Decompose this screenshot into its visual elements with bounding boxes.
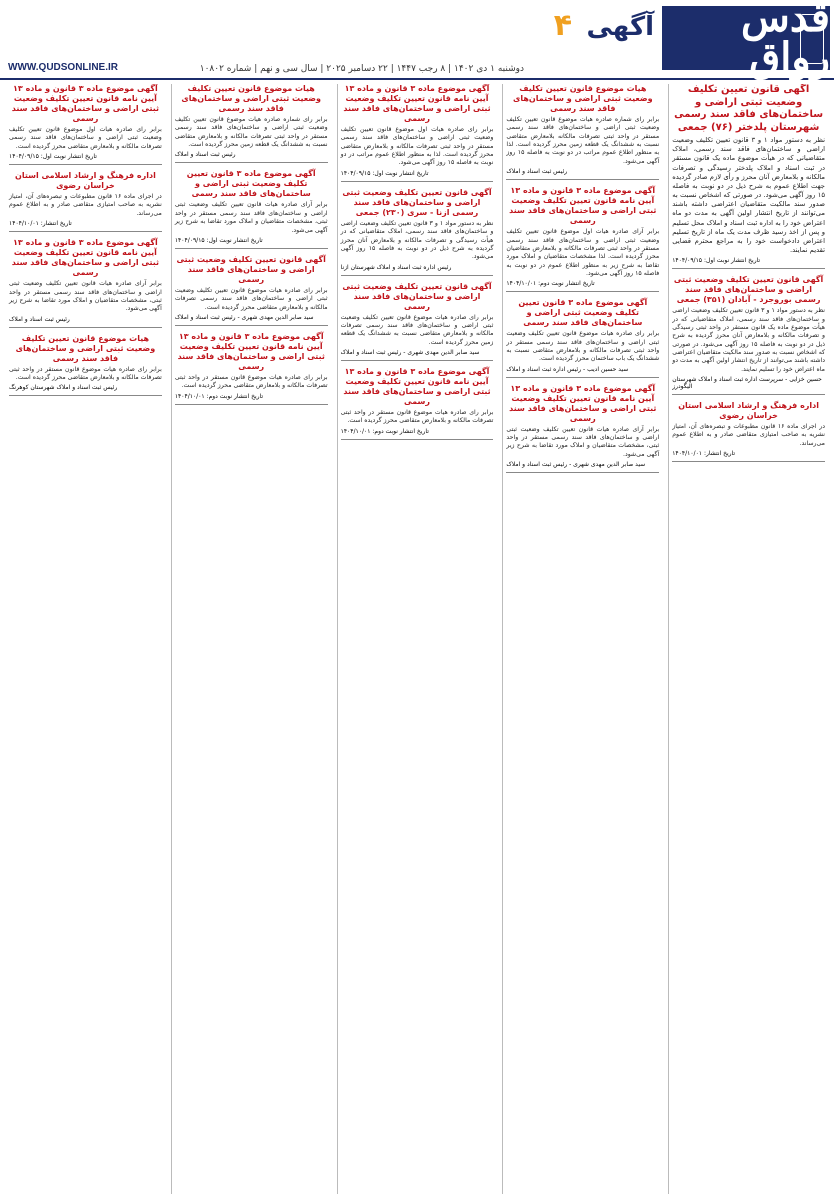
legal-notice [341, 188, 494, 276]
page-number: ۴ [553, 8, 572, 43]
notice-title: آگهی موضوع ماده ۳ قانون و ماده ۱۳ آیین نامه قانون تعیین تکلیف وضعیت ثبتی اراضی و ساختمان‌های فاقد سند رسمی [509, 186, 657, 226]
notice-signature: رئیس ثبت اسناد و املاک [506, 168, 568, 176]
notice-signature: تاریخ انتشار نوبت دوم: ۱۴۰۴/۱۰/۰۱ [174, 392, 264, 400]
notice-divider [506, 291, 659, 292]
notice-divider [175, 162, 328, 163]
notice-column [502, 84, 662, 1194]
notice-divider [341, 181, 494, 182]
notice-signature: تاریخ انتشار نوبت اول: ۱۴۰۴/۰۹/۱۵ [340, 169, 429, 177]
legal-notice [9, 334, 162, 397]
notice-divider [341, 360, 494, 361]
notice-divider [506, 179, 659, 180]
legal-notice [341, 282, 494, 361]
notice-title: آگهی قانون تعیین تکلیف وضعیت ثبتی اراضی و ساختمان‌های فاقد سند رسمی [342, 281, 492, 311]
notice-signature: سید صابر الدین مهدی شهری - رئیس ثبت اسناد و املاک [506, 461, 646, 469]
notice-signature: سید حسین ادیب - رئیس اداره ثبت اسناد و املاک [506, 365, 629, 373]
legal-notice [672, 275, 825, 395]
legal-notice [9, 84, 162, 165]
notice-column [171, 84, 331, 1194]
legal-notice [506, 298, 659, 377]
notice-body: برابر رای صادره هیات موضوع قانون مستقر در واحد ثبتی تصرفات مالکانه و بلامعارض متقاضی محرز گردیده است. [9, 365, 162, 381]
notice-divider [9, 327, 162, 328]
notice-divider [672, 461, 825, 462]
notice-body: برابر آرای صادره هیات قانون تعیین تکلیف وضعیت ثبتی اراضی و ساختمان‌های فاقد سند رسمی مستقر در واحد ثبتی، مشخصات متقاضیان و املاک مورد تقاضا به شرح زیر آگهی می‌شود. [9, 280, 162, 313]
logo-seal-icon [800, 14, 824, 64]
notice-body: نظر به دستور مواد ۱ و ۳ قانون تعیین تکلیف وضعیت اراضی و ساختمان‌های فاقد سند رسمی، املاک متقاضیانی که در هیأت رسیدگی و تصرفات مالکانه و بلامعارض آنان محرز گردیده به شرح ذیل در دو نوبت به فاصله ۱۵ روز آگهی می‌شود. [340, 219, 494, 261]
notice-title: اداره فرهنگ و ارشاد اسلامی استان خراسان رضوی [678, 401, 819, 421]
notice-column [668, 84, 828, 1194]
notice-divider [9, 164, 162, 165]
legal-notice [672, 84, 825, 269]
notice-signature: تاریخ انتشار: ۱۴۰۴/۱۰/۰۱ [9, 220, 72, 228]
notice-title: آگهی موضوع ماده ۳ قانون تعیین تکلیف وضعیت ثبتی اراضی و ساختمان‌های فاقد سند رسمی [518, 298, 648, 328]
notice-divider [506, 377, 659, 378]
notice-title: آگهی قانون تعیین تکلیف وضعیت ثبتی اراضی و ساختمان‌های فاقد سند رسمی [176, 254, 326, 284]
legal-notice [175, 332, 328, 405]
notice-column [337, 84, 497, 1194]
notice-title: آگهی موضوع ماده ۳ قانون و ماده ۱۳ آیین نامه قانون تعیین تکلیف وضعیت ثبتی اراضی و ساختمان‌های فاقد سند رسمی [11, 84, 160, 123]
notice-divider [9, 231, 162, 232]
notice-signature: رئیس ثبت اسناد و املاک شهرستان کوهرنگ [9, 384, 118, 392]
legal-notice [506, 384, 659, 473]
notice-title: هیات موضوع قانون تعیین تکلیف وضعیت ثبتی اراضی و ساختمان‌های فاقد سند رسمی [15, 333, 156, 363]
legal-notice [341, 367, 494, 440]
notice-body: برابر رای صادره هیات موضوع قانون تعیین تکلیف وضعیت ثبتی اراضی و ساختمان‌های فاقد سند رسمی تصرفات مالکانه و بلامعارض متقاضی نسبت به ششدانگ یک قطعه زمین محرز گردیده است. [340, 313, 494, 346]
notice-signature: تاریخ انتشار نوبت دوم: ۱۴۰۴/۱۰/۰۱ [340, 427, 429, 435]
legal-notice [506, 186, 659, 292]
masthead-logo [662, 0, 830, 81]
legal-notice [672, 401, 825, 462]
notice-body: برابر رای شماره صادره هیات موضوع قانون تعیین تکلیف وضعیت ثبتی اراضی و ساختمان‌های فاقد سند رسمی مستقر در واحد ثبتی تصرفات مالکانه و بلامعارض متقاضی نسبت به ششدانگ یک قطعه زمین محرز گردیده است. [174, 116, 328, 149]
legal-notice [9, 171, 162, 232]
notice-title: هیات موضوع قانون تعیین تکلیف وضعیت ثبتی اراضی و ساختمان‌های فاقد سند رسمی [181, 84, 321, 113]
notice-signature: تاریخ انتشار نوبت اول: ۱۴۰۴/۰۹/۱۵ [174, 236, 263, 244]
legal-notice [175, 169, 328, 248]
notice-divider [175, 404, 328, 405]
notice-signature: تاریخ انتشار: ۱۴۰۴/۱۰/۰۱ [672, 450, 736, 458]
notice-body: برابر آرای صادره هیات اول موضوع قانون تعیین تکلیف وضعیت ثبتی اراضی و ساختمان‌های فاقد سند رسمی مستقر در واحد ثبتی تصرفات مالکانه و بلامعارض متقاضیان محرز گردیده است. لذا مشخصات متقاضیان و املاک مورد تقاضا به شرح زیر به منظور اطلاع عموم در دو نوبت به فاصله ۱۵ روز آگهی می‌شود. [506, 228, 660, 277]
page-header [0, 0, 834, 80]
notice-divider [341, 275, 494, 276]
notice-body: نظر به دستور مواد ۱ و ۳ قانون تعیین تکلیف وضعیت اراضی و ساختمان‌های فاقد سند رسمی، املاک متقاضیانی که در هیأت موضوع ماده یک قانون مستقر در واحد ثبتی رسیدگی و تصرفات مالکانه و بلامعارض آنان محرز گردیده به شرح ذیل در دو نوبت به فاصله ۱۵ روز آگهی می‌شود. در صورتی که اشخاص نسبت به صدور سند مالکیت متقاضیان اعتراضی داشته باشند می‌توانند از تاریخ انتشار اولین آگهی به مدت دو ماه اعتراض خود را تسلیم نمایند. [672, 307, 826, 373]
legal-notice [9, 238, 162, 327]
notice-signature: رئیس ثبت اسناد و املاک [9, 315, 70, 323]
notice-divider [672, 268, 825, 269]
notice-title: آگهی موضوع ماده ۳ قانون تعیین تکلیف وضعیت ثبتی اراضی و ساختمان‌های فاقد سند رسمی [186, 169, 316, 199]
notice-title: آگهی موضوع ماده ۳ قانون و ماده ۱۳ آیین نامه قانون تعیین تکلیف وضعیت ثبتی اراضی و ساختمان‌های فاقد سند رسمی [343, 367, 491, 407]
notice-body: برابر رای صادره هیات موضوع قانون تعیین تکلیف وضعیت ثبتی اراضی و ساختمان‌های فاقد سند رسمی مستقر در واحد ثبتی تصرفات مالکانه و بلامعارض متقاضی نسبت به ششدانگ یک باب ساختمان محرز گردیده است. [506, 330, 660, 363]
notice-signature: سید صابر الدین مهدی شهری - رئیس ثبت اسناد و املاک [340, 349, 480, 357]
notice-body: برابر آرای صادره هیات قانون تعیین تکلیف وضعیت ثبتی اراضی و ساختمان‌های فاقد سند رسمی مستقر در واحد ثبتی، مشخصات متقاضیان و املاک مورد تقاضا به شرح زیر آگهی می‌شود. [506, 425, 660, 458]
notice-divider [175, 248, 328, 249]
notice-body: در اجرای ماده ۱۶ قانون مطبوعات و تبصره‌های آن، امتیاز نشریه به صاحب امتیازی متقاضی صادر و به اطلاع عموم می‌رساند. [9, 193, 162, 217]
notice-body: برابر رای صادره هیات موضوع قانون تعیین تکلیف وضعیت ثبتی اراضی و ساختمان‌های فاقد سند رسمی تصرفات مالکانه و بلامعارض متقاضی محرز گردیده است. [174, 286, 328, 311]
notice-signature: تاریخ انتشار نوبت اول: ۱۴۰۴/۰۹/۱۵ [672, 257, 761, 265]
issue-date-line: دوشنبه ۱ دی ۱۴۰۲ | ۸ رجب ۱۴۴۷ | ۲۲ دسامبر ۲۰۲۵ | سال سی و نهم | شماره ۱۰۸۰۲ [199, 64, 524, 74]
notices-columns [6, 84, 828, 1194]
notice-divider [9, 395, 162, 396]
notice-signature: رئیس ثبت اسناد و املاک [174, 151, 236, 159]
notice-column [6, 84, 165, 1194]
notice-body: برابر رای شماره صادره هیات موضوع قانون تعیین تکلیف وضعیت ثبتی اراضی و ساختمان‌های فاقد سند رسمی مستقر در واحد ثبتی تصرفات مالکانه بلامعارض متقاضی نسبت به ششدانگ یک قطعه زمین محرز گردیده است. لذا به منظور اطلاع عموم مراتب در دو نوبت به فاصله ۱۵ روز آگهی می‌شود. [506, 116, 660, 165]
legal-notice [175, 255, 328, 326]
website-link[interactable]: WWW.QUDSONLINE.IR [8, 62, 118, 73]
notice-title: اداره فرهنگ و ارشاد اسلامی استان خراسان رضوی [15, 171, 156, 191]
notice-title: آگهی موضوع ماده ۳ قانون و ماده ۱۳ آیین نامه قانون تعیین تکلیف وضعیت ثبتی اراضی و ساختمان‌های فاقد سند رسمی [343, 84, 491, 123]
notice-body: برابر رای صادره هیات موضوع قانون مستقر در واحد ثبتی تصرفات مالکانه و بلامعارض متقاضی محرز گردیده است. [174, 373, 328, 390]
notice-signature: سید صابر الدین مهدی شهری - رئیس ثبت اسناد و املاک [174, 313, 314, 321]
notice-title: آگهی موضوع ماده ۳ قانون و ماده ۱۳ آیین نامه قانون تعیین تکلیف وضعیت ثبتی اراضی و ساختمان‌های فاقد سند رسمی [11, 238, 160, 278]
notice-divider [672, 394, 825, 395]
notice-body: نظر به دستور مواد ۱ و ۳ قانون تعیین تکلیف وضعیت اراضی و ساختمان‌های فاقد سند رسمی، املاک متقاضیانی که در هیأت موضوع ماده یک قانون مستقر در ثبت اسناد و املاک پلدختر رسیدگی و تصرفات مالکانه و بلامعارض آنان محرز و رأی لازم صادر گردیده جهت اطلاع عموم به شرح ذیل در دو نوبت به فاصله ۱۵ روز آگهی می‌شود. در صورتی که اشخاص نسبت به صدور سند مالکیت متقاضیان اعتراضی داشته باشند می‌توانند از تاریخ انتشار اولین آگهی به مدت دو ماه اعتراض خود را به اداره ثبت اسناد و املاک محل تسلیم و پس از اخذ رسید ظرف مدت یک ماه از تاریخ تسلیم اعتراض دادخواست خود را به مراجع محترم قضایی تقدیم نمایند. [672, 136, 826, 255]
notice-body: در اجرای ماده ۱۶ قانون مطبوعات و تبصره‌های آن، امتیاز نشریه به صاحب امتیازی متقاضی صادر و به اطلاع عموم می‌رساند. [672, 423, 825, 447]
notice-body: برابر آرای صادره هیات قانون تعیین تکلیف وضعیت ثبتی اراضی و ساختمان‌های فاقد سند رسمی مستقر در واحد ثبتی، مشخصات متقاضیان و املاک مورد تقاضا به شرح زیر آگهی می‌شود. [174, 201, 328, 234]
notice-divider [506, 472, 659, 473]
legal-notice [175, 84, 328, 163]
notice-signature: رئیس اداره ثبت اسناد و املاک شهرستان ازنا [340, 263, 452, 271]
notice-signature: تاریخ انتشار نوبت دوم: ۱۴۰۴/۱۰/۰۱ [506, 280, 595, 288]
notice-divider [341, 439, 494, 440]
notice-body: برابر رای صادره هیات اول موضوع قانون تعیین تکلیف وضعیت ثبتی اراضی و ساختمان‌های فاقد سند رسمی مستقر در واحد ثبتی تصرفات مالکانه و بلامعارض متقاضی محرز گردیده است. لذا به منظور اطلاع عموم مراتب در دو نوبت به فاصله ۱۵ روز آگهی می‌شود. [340, 126, 494, 167]
notice-signature: تاریخ انتشار نوبت اول: ۱۴۰۴/۰۹/۱۵ [9, 153, 97, 161]
notice-title: آگهی قانون تعیین تکلیف وضعیت ثبتی اراضی و ساختمان‌های فاقد سند رسمی بوروجرد - آبادان (۳۵۱) جمعی [673, 275, 824, 305]
notice-divider [175, 325, 328, 326]
notice-body: برابر رای صادره هیات اول موضوع قانون تعیین تکلیف وضعیت ثبتی اراضی و ساختمان‌های فاقد سند رسمی تصرفات مالکانه و بلامعارض متقاضی محرز گردیده است. [9, 126, 162, 150]
notice-title: آگهی قانون تعیین تکلیف وضعیت ثبتی اراضی و ساختمان‌های فاقد سند رسمی ازنا - سری (۲۳۰) جمعی [342, 187, 492, 217]
notice-signature: حسین خزایی - سرپرست اداره ثبت اسناد و املاک شهرستان الیگودرز [672, 376, 822, 391]
logo-text: قدس رواق [741, 0, 830, 81]
notice-title: آگهی موضوع ماده ۳ قانون و ماده ۱۳ آیین نامه قانون تعیین تکلیف وضعیت ثبتی اراضی و ساختمان‌های فاقد سند رسمی [509, 383, 657, 423]
notice-title: آگهی موضوع ماده ۳ قانون و ماده ۱۳ آیین نامه قانون تعیین تکلیف وضعیت ثبتی اراضی و ساختمان‌های فاقد سند رسمی [177, 331, 325, 371]
legal-notice [506, 84, 659, 180]
legal-notice [341, 84, 494, 182]
notice-title: آگهی قانون تعیین تکلیف وضعیت ثبتی اراضی و ساختمان‌های فاقد سند رسمی شهرستان پلدختر (۷۶) جمعی [674, 84, 824, 133]
notice-body: برابر رای صادره هیات موضوع قانون مستقر در واحد ثبتی تصرفات مالکانه و بلامعارض متقاضی محرز گردیده است. [340, 409, 494, 425]
notice-title: هیات موضوع قانون تعیین تکلیف وضعیت ثبتی اراضی و ساختمان‌های فاقد سند رسمی [513, 84, 653, 113]
section-title: آگهی [586, 12, 654, 42]
